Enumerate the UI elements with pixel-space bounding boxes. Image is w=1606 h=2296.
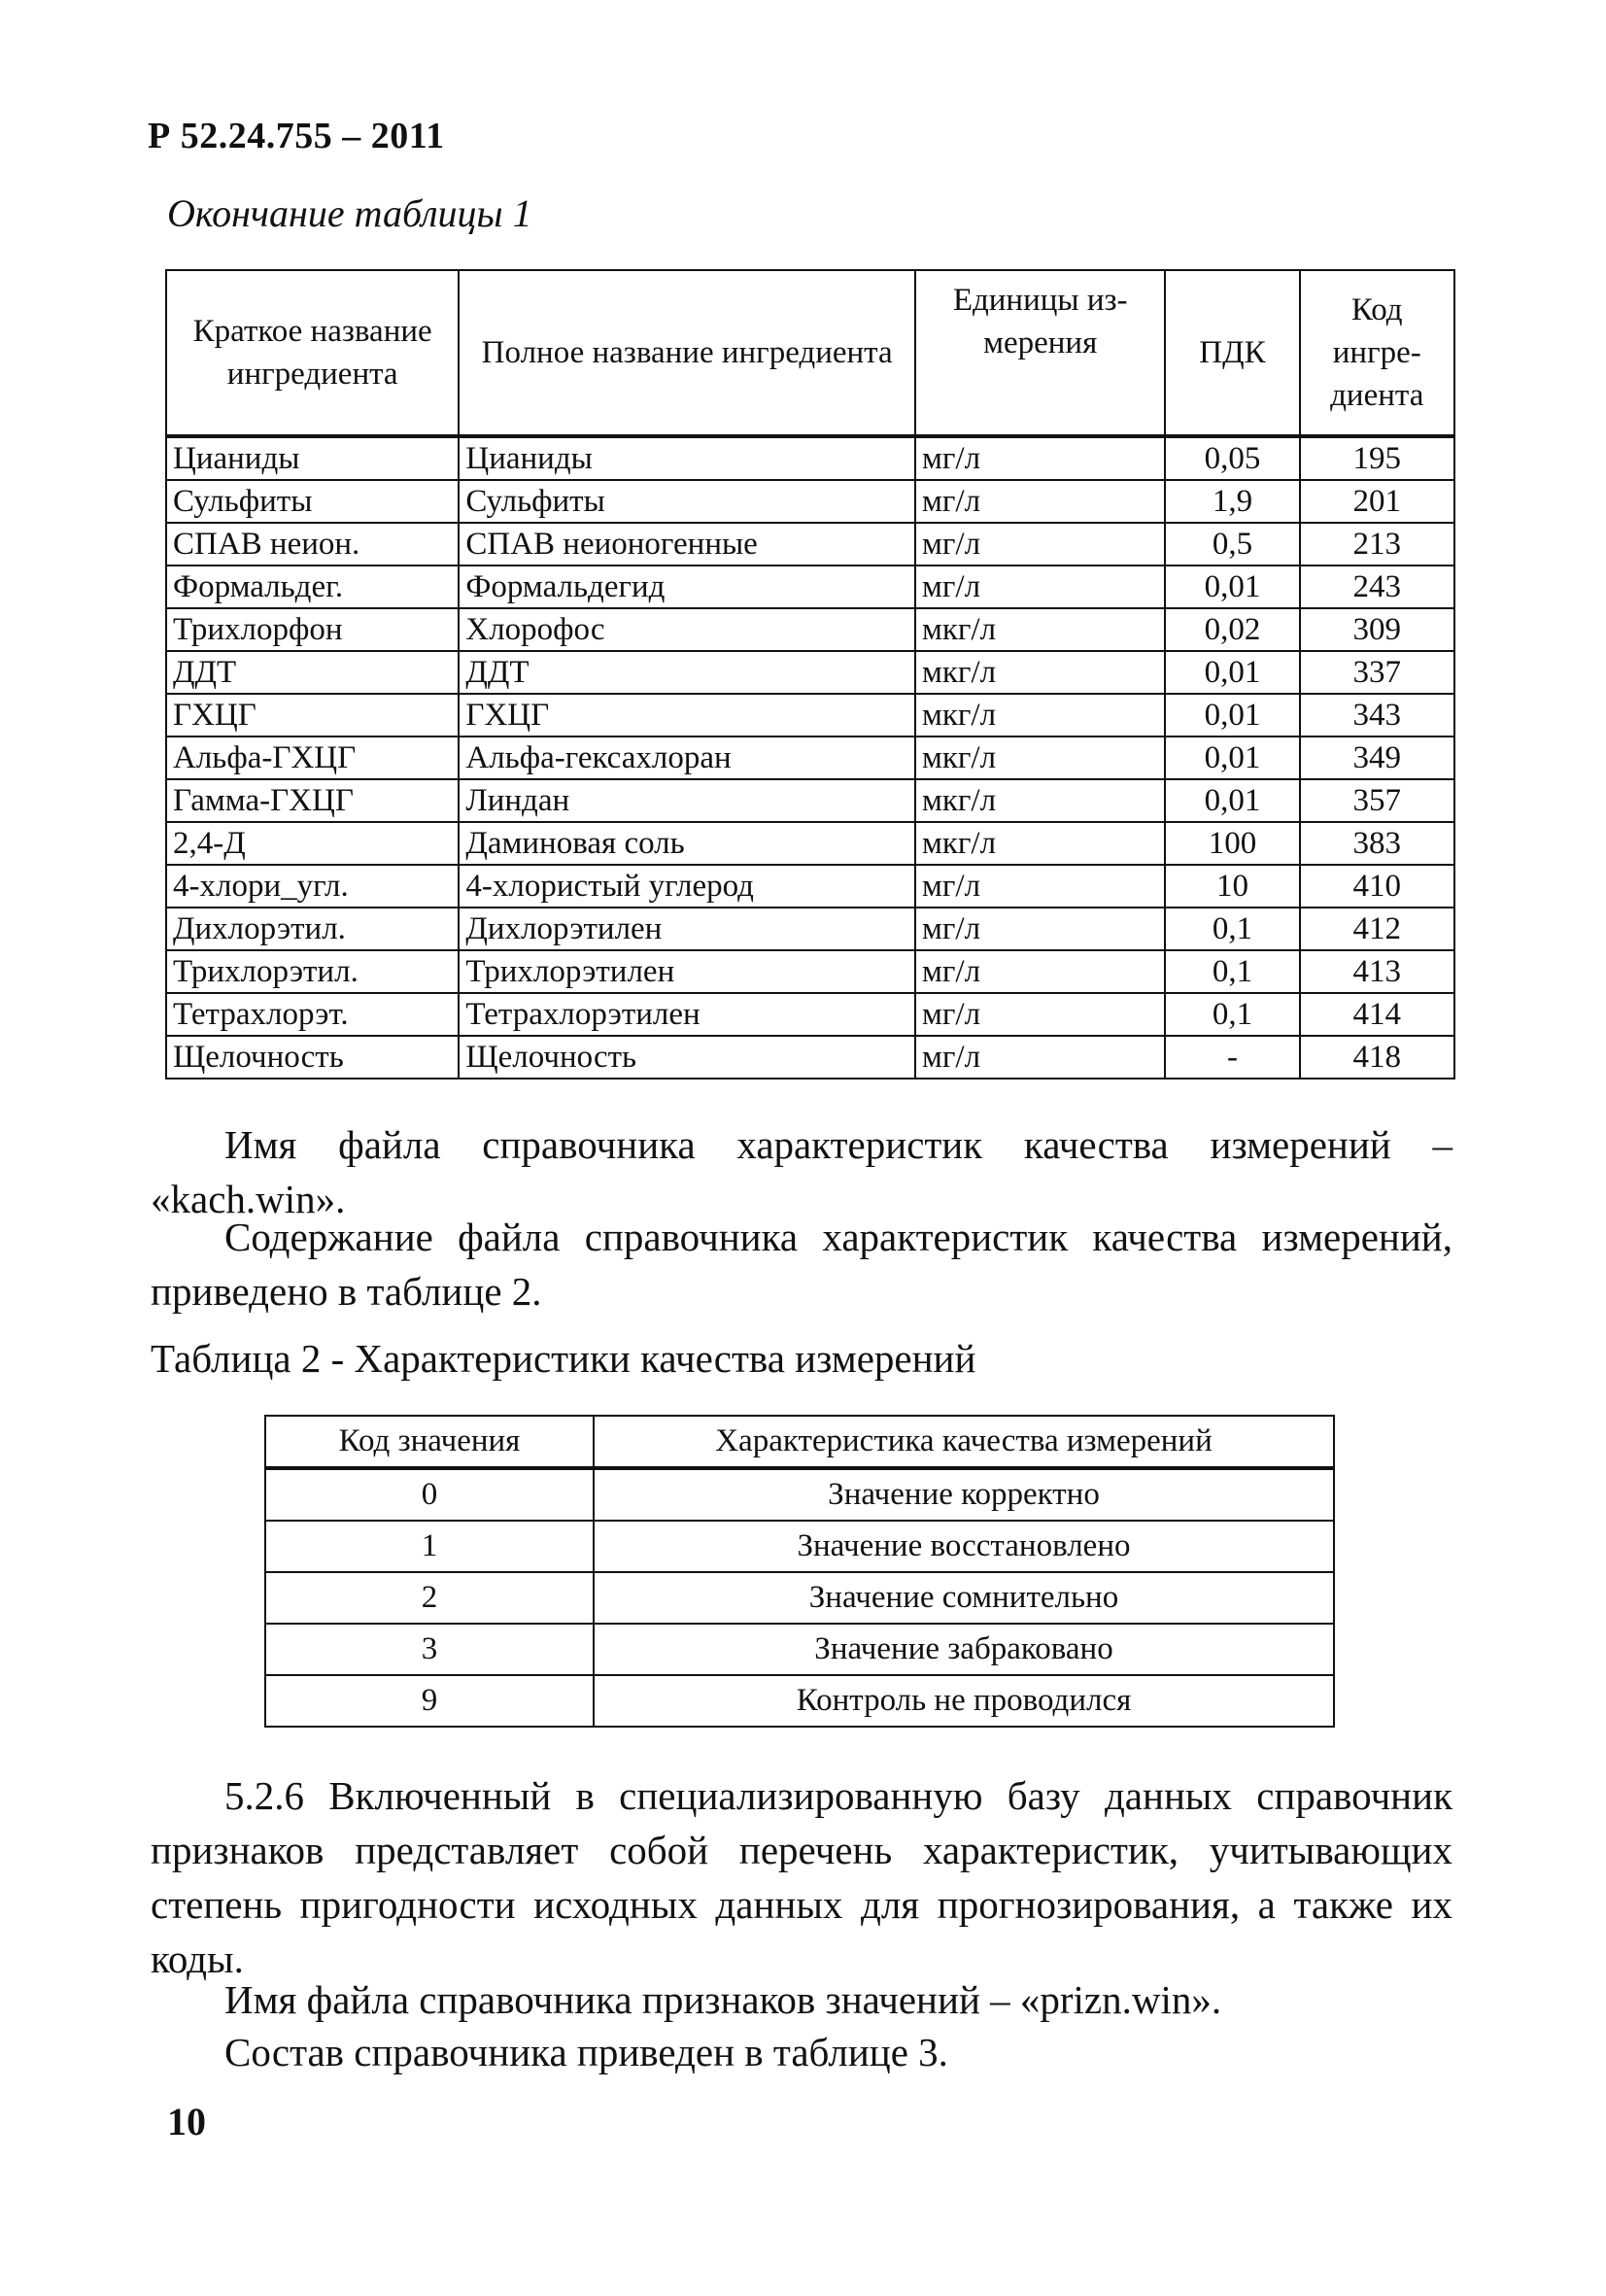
table-cell: Формальдег.	[166, 565, 459, 608]
table-row	[166, 436, 1454, 480]
table-cell: Линдан	[459, 779, 915, 822]
table-cell: Трихлорфон	[166, 608, 459, 651]
paragraph-text: Имя файла справочника характеристик качества измерений – «kach.win».	[151, 1122, 1452, 1221]
quality-table-body	[265, 1468, 1334, 1727]
table-cell: мкг/л	[915, 822, 1165, 865]
table-cell: Хлорофос	[459, 608, 915, 651]
table-cell: 0,5	[1165, 523, 1299, 565]
table-cell: 410	[1300, 865, 1454, 908]
quality-table	[264, 1415, 1335, 1728]
table-row	[166, 779, 1454, 822]
table-row	[166, 993, 1454, 1036]
paragraph-text: Состав справочника приведен в таблице 3.	[224, 2030, 948, 2074]
table-cell: 343	[1300, 694, 1454, 737]
table-row	[166, 822, 1454, 865]
table-cell: Сульфиты	[166, 480, 459, 523]
table-cell: мг/л	[915, 908, 1165, 950]
table-cell: Дихлорэтилен	[459, 908, 915, 950]
table-cell: СПАВ неионогенные	[459, 523, 915, 565]
table-cell: ДДТ	[166, 651, 459, 694]
table-cell: ДДТ	[459, 651, 915, 694]
table-cell: 195	[1300, 436, 1454, 480]
table-cell: 100	[1165, 822, 1299, 865]
table-cell: СПАВ неион.	[166, 523, 459, 565]
table-cell: 412	[1300, 908, 1454, 950]
table-cell: 0,02	[1165, 608, 1299, 651]
table-cell: Даминовая соль	[459, 822, 915, 865]
table-cell: Цианиды	[166, 436, 459, 480]
table-cell: 0,01	[1165, 779, 1299, 822]
paragraph-5-2-6	[151, 1768, 1452, 1986]
table-cell: 1,9	[1165, 480, 1299, 523]
table-cell: Контроль не проводился	[594, 1675, 1334, 1727]
table-cell: мг/л	[915, 480, 1165, 523]
table-cell: Тетрахлорэт.	[166, 993, 459, 1036]
col-header-value-code: Код значения	[265, 1416, 594, 1468]
table-cell: 4-хлористый углерод	[459, 865, 915, 908]
table-cell: мкг/л	[915, 651, 1165, 694]
page-number: 10	[167, 2100, 206, 2143]
table-row	[166, 950, 1454, 993]
paragraph-text: Содержание файла справочника характеристик качества измерений, приведено в таблице 2.	[151, 1215, 1452, 1314]
table-cell: 0,01	[1165, 565, 1299, 608]
table-cell: 0,1	[1165, 993, 1299, 1036]
table-cell: 414	[1300, 993, 1454, 1036]
table-cell: Формальдегид	[459, 565, 915, 608]
table-cell: 349	[1300, 737, 1454, 779]
table-cell: мг/л	[915, 993, 1165, 1036]
paragraph-text: Имя файла справочника признаков значений – «prizn.win».	[224, 1977, 1222, 2022]
col-header-full-name: Полное название ингредиента	[459, 270, 915, 436]
table-row	[265, 1675, 1334, 1727]
table-cell: 9	[265, 1675, 594, 1727]
table-cell: мг/л	[915, 1036, 1165, 1079]
table-cell: Дихлорэтил.	[166, 908, 459, 950]
table-cell: мкг/л	[915, 779, 1165, 822]
table1-caption: Окончание таблицы 1	[167, 191, 532, 235]
table-cell: мкг/л	[915, 737, 1165, 779]
paragraph-table3-ref	[151, 2025, 1452, 2079]
table-cell: 1	[265, 1521, 594, 1572]
table-cell: 309	[1300, 608, 1454, 651]
table-cell: Гамма-ГХЦГ	[166, 779, 459, 822]
table-row	[166, 651, 1454, 694]
table-cell: мг/л	[915, 436, 1165, 480]
table-row	[166, 908, 1454, 950]
table-header-row	[166, 270, 1454, 436]
ingredients-table	[165, 269, 1455, 1079]
table-cell: 201	[1300, 480, 1454, 523]
table-header-row	[265, 1416, 1334, 1468]
table-cell: мкг/л	[915, 608, 1165, 651]
table-row	[265, 1572, 1334, 1624]
table-cell: -	[1165, 1036, 1299, 1079]
table-cell: 3	[265, 1624, 594, 1675]
table-cell: 0,01	[1165, 737, 1299, 779]
table-cell: Цианиды	[459, 436, 915, 480]
table-cell: Альфа-ГХЦГ	[166, 737, 459, 779]
table-cell: Щелочность	[166, 1036, 459, 1079]
table-row	[166, 480, 1454, 523]
table-cell: Трихлорэтилен	[459, 950, 915, 993]
document-code: Р 52.24.755 – 2011	[148, 116, 445, 156]
table-cell: 2,4-Д	[166, 822, 459, 865]
table-cell: мг/л	[915, 865, 1165, 908]
table-cell: ГХЦГ	[166, 694, 459, 737]
col-header-quality: Характеристика качества измерений	[594, 1416, 1334, 1468]
table-cell: 213	[1300, 523, 1454, 565]
col-header-pdk: ПДК	[1165, 270, 1299, 436]
table-cell: ГХЦГ	[459, 694, 915, 737]
table-cell: Значение забраковано	[594, 1624, 1334, 1675]
paragraph-table2-ref	[151, 1210, 1452, 1319]
table-cell: Значение восстановлено	[594, 1521, 1334, 1572]
table-row	[265, 1468, 1334, 1521]
table-cell: 413	[1300, 950, 1454, 993]
table2-title: Таблица 2 - Характеристики качества измерений	[151, 1336, 976, 1381]
table-cell: Сульфиты	[459, 480, 915, 523]
table-cell: 243	[1300, 565, 1454, 608]
table-cell: мг/л	[915, 523, 1165, 565]
table-cell: 10	[1165, 865, 1299, 908]
table-cell: 0,1	[1165, 908, 1299, 950]
table-row	[166, 865, 1454, 908]
table-cell: 0,01	[1165, 651, 1299, 694]
table-row	[166, 737, 1454, 779]
table-cell: 0,1	[1165, 950, 1299, 993]
table-cell: Тетрахлорэтилен	[459, 993, 915, 1036]
paragraph-prizn-file	[151, 1972, 1452, 2027]
table-cell: 2	[265, 1572, 594, 1624]
table-cell: 4-хлори_угл.	[166, 865, 459, 908]
ingredients-table-body	[166, 436, 1454, 1079]
table-cell: 0,01	[1165, 694, 1299, 737]
table-cell: Щелочность	[459, 1036, 915, 1079]
table-row	[166, 608, 1454, 651]
table-row	[265, 1624, 1334, 1675]
table-cell: 357	[1300, 779, 1454, 822]
table-row	[166, 694, 1454, 737]
table-cell: Значение сомнительно	[594, 1572, 1334, 1624]
table-cell: мкг/л	[915, 694, 1165, 737]
table-cell: 0	[265, 1468, 594, 1521]
table-cell: 383	[1300, 822, 1454, 865]
col-header-units: Единицы из-мерения	[915, 270, 1165, 436]
table-cell: Альфа-гексахлоран	[459, 737, 915, 779]
table-row	[166, 565, 1454, 608]
table-row	[166, 1036, 1454, 1079]
table-cell: 337	[1300, 651, 1454, 694]
col-header-code: Код ингре-диента	[1300, 270, 1454, 436]
table-cell: Трихлорэтил.	[166, 950, 459, 993]
table-cell: мг/л	[915, 950, 1165, 993]
col-header-short-name: Краткое название ингредиента	[166, 270, 459, 436]
table-cell: мг/л	[915, 565, 1165, 608]
table-row	[166, 523, 1454, 565]
table-cell: 418	[1300, 1036, 1454, 1079]
table-cell: 0,05	[1165, 436, 1299, 480]
paragraph-text: 5.2.6 Включенный в специализированную базу данных справочник признаков представляет собой перечень характеристик, учитывающих степень пригодности исходных данных для прогнозирования, а также их коды.	[151, 1773, 1452, 1981]
table-row	[265, 1521, 1334, 1572]
table-cell: Значение корректно	[594, 1468, 1334, 1521]
